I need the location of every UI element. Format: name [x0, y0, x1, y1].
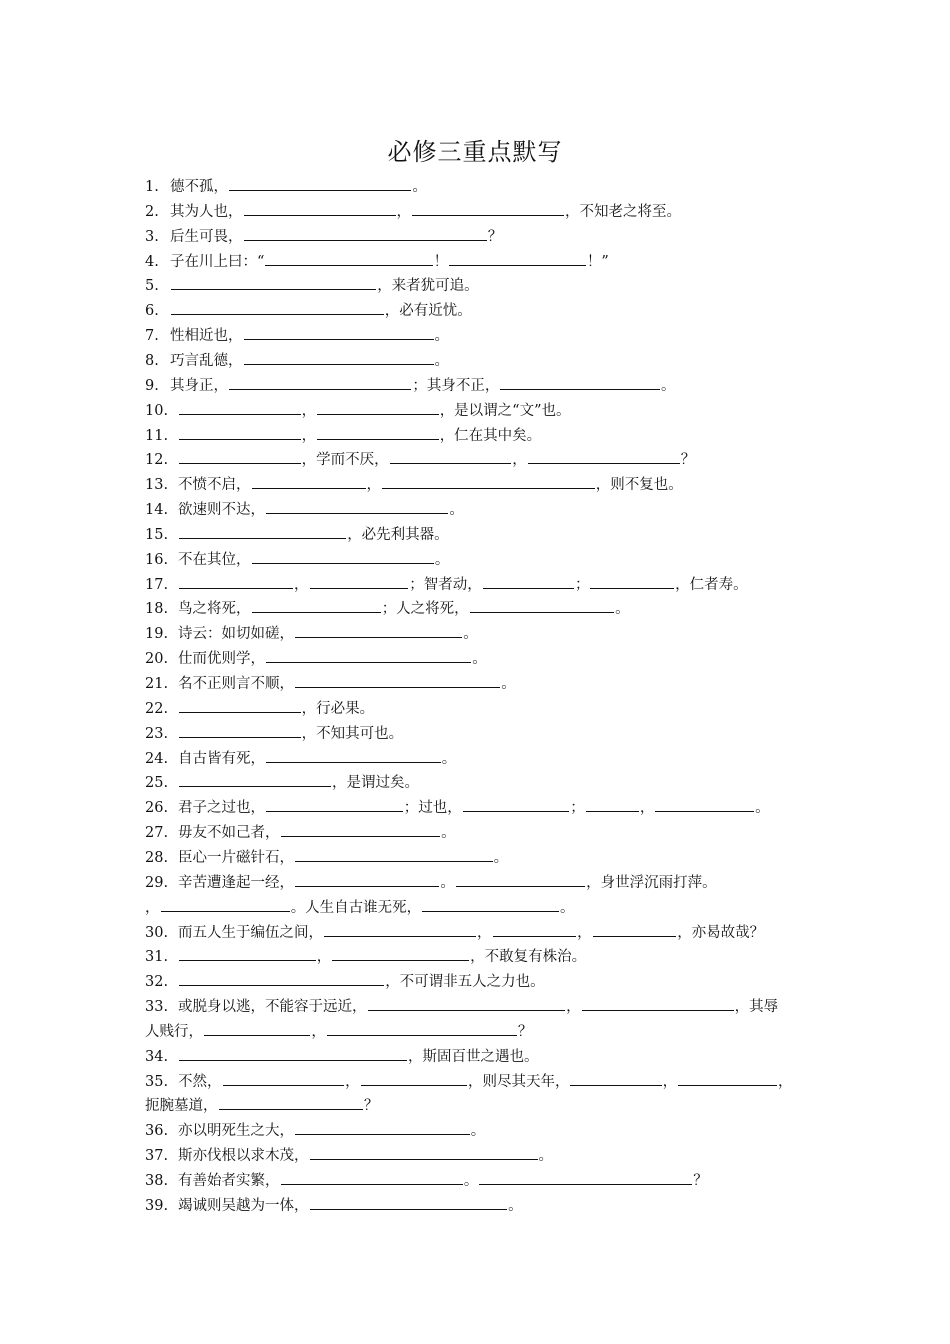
- prompt-text: ，行必果。: [301, 700, 375, 717]
- prompt-text: ，: [345, 1073, 360, 1090]
- prompt-text: ，身世浮沉雨打萍。: [586, 874, 717, 891]
- prompt-text: ，: [311, 1023, 326, 1040]
- item-text: [178, 748, 456, 770]
- item-text: [178, 847, 508, 869]
- answer-blank[interactable]: [179, 574, 293, 589]
- prompt-text: 而五人生于编伍之间，: [178, 924, 323, 941]
- answer-blank[interactable]: [317, 400, 439, 415]
- answer-blank[interactable]: [593, 922, 677, 937]
- item-text: [170, 275, 479, 297]
- prompt-text: 后生可畏，: [170, 228, 243, 245]
- item-text: [145, 1095, 378, 1117]
- dictation-item: [0, 723, 950, 745]
- item-text: [170, 325, 449, 347]
- prompt-text: ，则不复也。: [595, 477, 683, 494]
- answer-blank[interactable]: [281, 1170, 463, 1185]
- answer-blank[interactable]: [244, 226, 487, 241]
- answer-blank[interactable]: [219, 1095, 363, 1110]
- dictation-item: [0, 1046, 950, 1068]
- prompt-text: ，仁在其中矣。: [439, 427, 542, 444]
- prompt-text: 自古皆有死，: [178, 750, 265, 767]
- item-text: [178, 425, 541, 447]
- prompt-text: ？: [517, 1023, 533, 1040]
- prompt-text: ；过也，: [403, 800, 462, 817]
- item-text: [178, 922, 764, 944]
- prompt-text: 。: [538, 1148, 553, 1165]
- answer-blank[interactable]: [361, 1071, 467, 1086]
- answer-blank[interactable]: [317, 425, 439, 440]
- prompt-text: 。: [434, 352, 449, 369]
- dictation-item: [0, 375, 950, 397]
- item-number: 16.: [145, 551, 169, 568]
- answer-blank[interactable]: [281, 822, 441, 837]
- prompt-text: 。: [463, 1173, 479, 1189]
- prompt-text: 鸟之将死，: [178, 601, 251, 618]
- prompt-text: 人贱行，: [145, 1023, 203, 1040]
- item-number: 14.: [145, 502, 169, 519]
- prompt-text: ，: [477, 924, 492, 941]
- answer-blank[interactable]: [295, 623, 462, 638]
- prompt-text: 其为人也，: [170, 203, 243, 220]
- answer-blank[interactable]: [500, 375, 660, 390]
- item-text: [178, 698, 374, 720]
- prompt-text: 仕而优则学，: [178, 651, 265, 668]
- item-number: 24.: [145, 750, 169, 767]
- dictation-item: [0, 996, 950, 1018]
- page-title: 必修三重点默写: [387, 138, 563, 166]
- item-number: 1.: [145, 179, 159, 195]
- answer-blank[interactable]: [412, 201, 564, 216]
- prompt-text: 。: [441, 750, 457, 767]
- answer-blank[interactable]: [586, 797, 639, 812]
- dictation-item: [0, 872, 950, 894]
- prompt-text: 欲速则不达，: [178, 502, 265, 519]
- item-text: [170, 226, 502, 248]
- answer-blank[interactable]: [382, 474, 595, 489]
- item-text: [178, 1145, 553, 1167]
- prompt-text: 德不孤，: [170, 179, 228, 195]
- prompt-text: 。: [472, 651, 487, 668]
- prompt-text: ，来者犹可追。: [377, 278, 479, 295]
- item-text: [178, 449, 695, 471]
- prompt-text: ；智者动，: [409, 576, 482, 593]
- item-text: [178, 623, 478, 645]
- item-number: 23.: [145, 725, 169, 742]
- prompt-text: ；其身不正，: [412, 377, 500, 394]
- dictation-item: [0, 772, 950, 794]
- dictation-item: [0, 325, 950, 347]
- answer-blank[interactable]: [483, 574, 574, 589]
- item-text: [178, 474, 683, 496]
- item-text: [178, 772, 419, 794]
- dictation-item: [0, 797, 950, 819]
- answer-blank[interactable]: [244, 201, 396, 216]
- prompt-text: 斯亦伐根以求木茂，: [178, 1148, 309, 1165]
- prompt-text: 臣心一片磁针石，: [178, 849, 294, 866]
- answer-blank[interactable]: [590, 574, 674, 589]
- prompt-text: 。: [559, 899, 575, 916]
- item-text: [145, 1021, 532, 1043]
- answer-blank[interactable]: [179, 1046, 407, 1061]
- item-text: [178, 499, 464, 521]
- answer-blank[interactable]: [449, 251, 586, 266]
- prompt-text: 。: [501, 676, 516, 692]
- item-text: [178, 971, 545, 993]
- item-number: 27.: [145, 825, 169, 842]
- prompt-text: ，必先利其器。: [347, 526, 449, 543]
- prompt-text: 。: [434, 551, 450, 568]
- answer-blank[interactable]: [327, 1021, 517, 1036]
- answer-blank[interactable]: [332, 946, 469, 961]
- answer-blank[interactable]: [678, 1071, 777, 1086]
- dictation-item: [0, 350, 950, 372]
- item-text: [178, 822, 456, 844]
- prompt-text: 性相近也，: [170, 328, 243, 345]
- answer-blank[interactable]: [422, 897, 559, 912]
- answer-blank[interactable]: [179, 400, 301, 415]
- item-number: 32.: [145, 974, 169, 991]
- item-number: 38.: [145, 1173, 169, 1189]
- item-number: 6.: [145, 303, 159, 320]
- prompt-text: ，学而不厌，: [301, 452, 389, 469]
- item-number: 2.: [145, 203, 159, 220]
- prompt-text: ，: [577, 924, 592, 941]
- item-number: 4.: [145, 253, 159, 270]
- answer-blank[interactable]: [229, 176, 411, 191]
- prompt-text: 。: [493, 849, 509, 866]
- answer-blank[interactable]: [179, 971, 384, 986]
- prompt-text: ，仁者寿。: [675, 576, 748, 593]
- answer-blank[interactable]: [179, 946, 316, 961]
- prompt-text: 毋友不如己者，: [178, 825, 280, 842]
- answer-blank[interactable]: [570, 1071, 661, 1086]
- answer-blank[interactable]: [179, 698, 301, 713]
- item-number: 19.: [145, 626, 169, 643]
- prompt-text: ？: [363, 1098, 379, 1115]
- item-number: 11.: [145, 427, 169, 444]
- answer-blank[interactable]: [252, 598, 381, 613]
- item-text: [178, 400, 571, 422]
- answer-blank[interactable]: [390, 449, 512, 464]
- answer-blank[interactable]: [266, 648, 471, 663]
- prompt-text: ，亦曷故哉？: [677, 924, 765, 941]
- prompt-text: ！: [433, 253, 449, 270]
- answer-blank[interactable]: [295, 847, 493, 862]
- dictation-item: [0, 549, 950, 571]
- item-number: 29.: [145, 874, 169, 891]
- item-number: 10.: [145, 402, 169, 419]
- prompt-text: ，不知老之将至。: [565, 203, 681, 220]
- answer-blank[interactable]: [463, 797, 569, 812]
- answer-blank[interactable]: [229, 375, 411, 390]
- dictation-item: [0, 1120, 950, 1142]
- prompt-text: ，: [294, 576, 309, 593]
- dictation-item: [0, 176, 950, 198]
- item-text: [178, 946, 586, 968]
- prompt-text: 。: [755, 800, 770, 817]
- item-text: [170, 350, 449, 372]
- prompt-text: ？: [680, 452, 696, 469]
- prompt-text: ，是谓过矣。: [332, 775, 419, 792]
- item-number: 8.: [145, 352, 159, 369]
- item-number: 5.: [145, 278, 159, 295]
- prompt-text: 诗云：如切如磋，: [178, 626, 294, 643]
- answer-blank[interactable]: [252, 549, 434, 564]
- prompt-text: ，不敢复有株治。: [470, 949, 587, 966]
- prompt-text: ，: [301, 427, 317, 444]
- item-number: 36.: [145, 1123, 169, 1140]
- dictation-item: [0, 1145, 950, 1167]
- item-number: 3.: [145, 228, 159, 245]
- item-text: [178, 723, 403, 745]
- item-text: [178, 1071, 792, 1093]
- answer-blank[interactable]: [310, 1195, 508, 1210]
- answer-blank[interactable]: [295, 673, 500, 688]
- dictation-item: [0, 673, 950, 695]
- prompt-text: 。: [660, 377, 676, 394]
- answer-blank[interactable]: [179, 772, 331, 787]
- item-text: [178, 574, 748, 596]
- dictation-item: [0, 1195, 950, 1217]
- prompt-text: 有善始者实繁，: [178, 1173, 280, 1189]
- item-number: 17.: [145, 576, 169, 593]
- prompt-text: 。: [412, 179, 427, 195]
- item-text: [170, 375, 675, 397]
- prompt-text: ，: [512, 452, 527, 469]
- answer-blank[interactable]: [266, 748, 441, 763]
- answer-blank[interactable]: [310, 574, 409, 589]
- prompt-text: ，: [396, 203, 411, 220]
- prompt-text: 。: [449, 502, 464, 519]
- prompt-text: 。: [508, 1197, 523, 1214]
- prompt-text: ，: [145, 899, 160, 916]
- item-number: 25.: [145, 775, 169, 792]
- prompt-text: ？: [693, 1173, 708, 1189]
- dictation-item: [0, 474, 950, 496]
- dictation-item: [0, 524, 950, 546]
- item-text: [178, 1195, 523, 1217]
- item-text: [178, 1046, 539, 1068]
- answer-blank[interactable]: [265, 251, 432, 266]
- item-number: 22.: [145, 700, 169, 717]
- dictation-item: [0, 1071, 950, 1093]
- item-number: 15.: [145, 526, 169, 543]
- prompt-text: ，其辱: [734, 999, 779, 1016]
- item-number: 30.: [145, 924, 169, 941]
- prompt-text: 。人生自古谁无死，: [290, 899, 422, 916]
- answer-blank[interactable]: [244, 350, 434, 365]
- prompt-text: ，: [366, 477, 381, 494]
- answer-blank[interactable]: [179, 524, 346, 539]
- dictation-item: [0, 822, 950, 844]
- dictation-item: [0, 648, 950, 670]
- dictation-item: [0, 400, 950, 422]
- prompt-text: 巧言乱德，: [170, 352, 243, 369]
- prompt-text: ，: [639, 800, 655, 817]
- answer-blank[interactable]: [161, 897, 290, 912]
- prompt-text: 子在川上曰：“: [170, 253, 265, 270]
- answer-blank[interactable]: [266, 797, 403, 812]
- item-text: [170, 176, 427, 198]
- dictation-item: [0, 1170, 950, 1192]
- prompt-text: ，必有近忧。: [384, 303, 472, 320]
- prompt-text: 。: [441, 825, 456, 842]
- prompt-text: 名不正则言不顺，: [178, 676, 294, 692]
- item-number: 26.: [145, 800, 169, 817]
- prompt-text: ，: [316, 949, 332, 966]
- prompt-text: ，斯固百世之遇也。: [408, 1048, 539, 1065]
- item-text: [170, 251, 609, 273]
- prompt-text: 不在其位，: [178, 551, 251, 568]
- dictation-item: [0, 748, 950, 770]
- answer-blank[interactable]: [582, 996, 734, 1011]
- dictation-item: [0, 226, 950, 248]
- answer-blank[interactable]: [479, 1170, 692, 1185]
- item-text: [178, 1120, 485, 1142]
- item-number: 35.: [145, 1073, 169, 1090]
- prompt-text: ？: [487, 228, 503, 245]
- item-text: [178, 524, 449, 546]
- item-number: 39.: [145, 1197, 169, 1214]
- dictation-item: [0, 574, 950, 596]
- answer-blank[interactable]: [310, 1145, 538, 1160]
- item-text: [178, 648, 487, 670]
- answer-blank[interactable]: [493, 922, 577, 937]
- prompt-text: ，是以谓之“文”也。: [439, 402, 571, 419]
- answer-blank[interactable]: [368, 996, 566, 1011]
- prompt-text: ，: [777, 1073, 793, 1090]
- dictation-item: [0, 449, 950, 471]
- prompt-text: 其身正，: [170, 377, 228, 394]
- dictation-item: [0, 698, 950, 720]
- item-text: [178, 996, 778, 1018]
- answer-blank[interactable]: [295, 872, 439, 887]
- prompt-text: 不愤不启，: [178, 477, 251, 494]
- item-number: 28.: [145, 849, 169, 866]
- dictation-item: [0, 251, 950, 273]
- answer-blank[interactable]: [179, 425, 301, 440]
- answer-blank[interactable]: [528, 449, 680, 464]
- item-text: [178, 872, 717, 894]
- answer-blank[interactable]: [179, 723, 301, 738]
- dictation-item: [0, 922, 950, 944]
- prompt-text: ；: [570, 800, 585, 817]
- prompt-text: 亦以明死生之大，: [178, 1123, 294, 1140]
- item-text: [178, 1170, 708, 1192]
- prompt-text: 。: [463, 626, 478, 643]
- item-text: [170, 300, 472, 322]
- prompt-text: 。: [470, 1123, 486, 1140]
- answer-blank[interactable]: [655, 797, 754, 812]
- item-number: 21.: [145, 676, 169, 692]
- item-number: 20.: [145, 651, 169, 668]
- item-number: 13.: [145, 477, 169, 494]
- item-text: [178, 673, 516, 695]
- item-number: 12.: [145, 452, 169, 469]
- dictation-item: [0, 598, 950, 620]
- prompt-text: ；人之将死，: [381, 601, 469, 618]
- item-number: 18.: [145, 601, 169, 618]
- prompt-text: 不然，: [178, 1073, 222, 1090]
- prompt-text: ，: [566, 999, 581, 1016]
- dictation-item: [0, 275, 950, 297]
- prompt-text: 。: [440, 874, 455, 891]
- prompt-text: ！”: [586, 253, 609, 270]
- item-text: [178, 598, 630, 620]
- prompt-text: 。: [615, 601, 630, 618]
- item-text: [170, 201, 681, 223]
- item-text: [145, 897, 574, 919]
- dictation-item: [0, 300, 950, 322]
- prompt-text: 扼腕墓道，: [145, 1098, 218, 1115]
- dictation-item: [0, 201, 950, 223]
- item-text: [178, 797, 770, 819]
- item-number: 7.: [145, 328, 159, 345]
- prompt-text: 辛苦遭逢起一经，: [178, 874, 294, 891]
- answer-blank[interactable]: [470, 598, 614, 613]
- prompt-text: ，不知其可也。: [301, 725, 404, 742]
- dictation-item: [0, 946, 950, 968]
- item-number: 9.: [145, 377, 159, 394]
- answer-blank[interactable]: [179, 449, 301, 464]
- answer-blank[interactable]: [252, 474, 366, 489]
- dictation-item: [0, 623, 950, 645]
- answer-blank[interactable]: [171, 300, 384, 315]
- prompt-text: ，: [301, 402, 317, 419]
- item-text: [178, 549, 449, 571]
- dictation-item: [0, 425, 950, 447]
- prompt-text: ；: [574, 576, 590, 593]
- prompt-text: ，则尽其天年，: [467, 1073, 570, 1090]
- answer-blank[interactable]: [324, 922, 476, 937]
- item-number: 34.: [145, 1048, 169, 1065]
- answer-blank[interactable]: [204, 1021, 310, 1036]
- answer-blank[interactable]: [456, 872, 585, 887]
- prompt-text: 或脱身以逃，不能容于远近，: [178, 999, 367, 1016]
- answer-blank[interactable]: [295, 1120, 470, 1135]
- answer-blank[interactable]: [223, 1071, 345, 1086]
- dictation-item: [0, 971, 950, 993]
- prompt-text: 竭诚则吴越为一体，: [178, 1197, 309, 1214]
- prompt-text: 。: [434, 328, 449, 345]
- prompt-text: ，不可谓非五人之力也。: [385, 974, 545, 991]
- item-number: 33.: [145, 999, 169, 1016]
- item-number: 31.: [145, 949, 169, 966]
- item-number: 37.: [145, 1148, 169, 1165]
- dictation-item: [0, 499, 950, 521]
- dictation-item: [0, 847, 950, 869]
- prompt-text: 君子之过也，: [178, 800, 265, 817]
- prompt-text: ，: [662, 1073, 678, 1090]
- answer-blank[interactable]: [266, 499, 448, 514]
- answer-blank[interactable]: [244, 325, 434, 340]
- answer-blank[interactable]: [171, 275, 376, 290]
